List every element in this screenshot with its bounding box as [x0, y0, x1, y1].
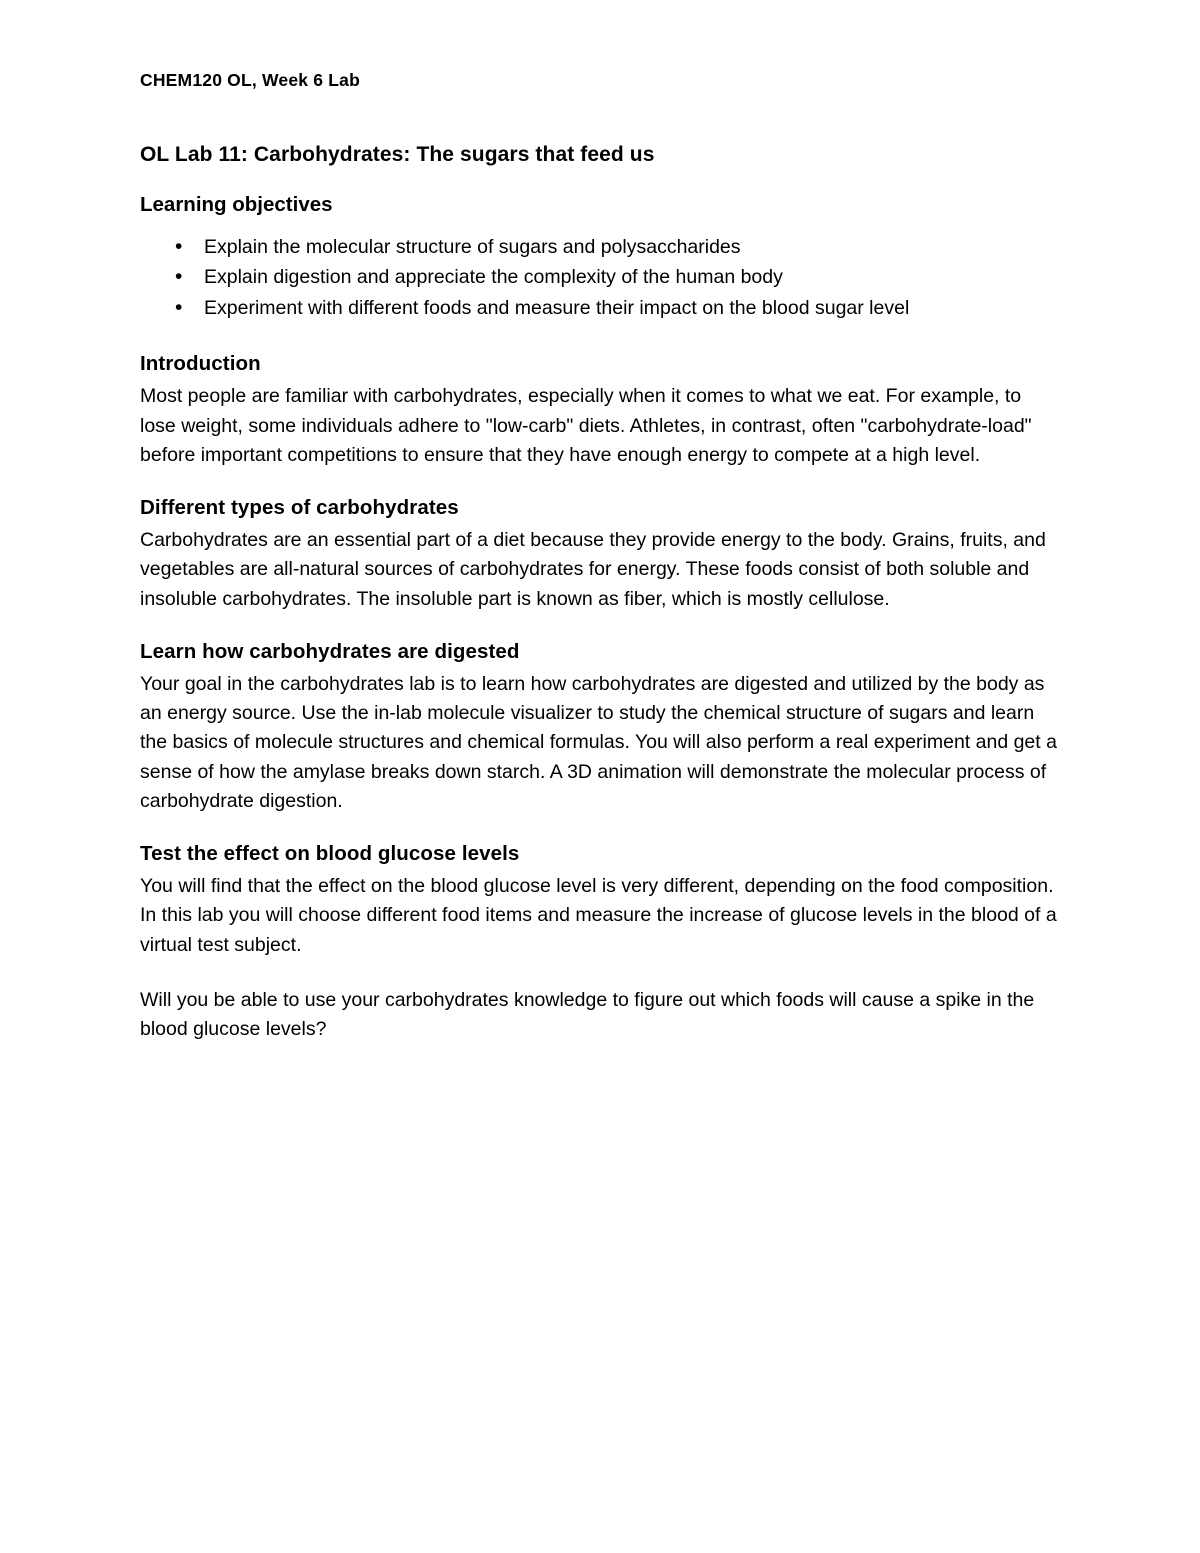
section-test-the-effect-on-blood-glucose-levels	[140, 842, 1070, 960]
section-body: Your goal in the carbohydrates lab is to learn how carbohydrates are digested and utilized by the body as an energy source. Use the in-lab molecule visualizer to study the chemical structure of sugars and learn the basics of molecule structures and chemical formulas. You will also perform a real experiment and get a sense of how the amylase breaks down starch. A 3D animation will demonstrate the molecular process of carbohydrate digestion.	[140, 672, 1057, 812]
section-heading: Test the effect on blood glucose levels	[140, 842, 520, 866]
section-body: You will find that the effect on the blood glucose level is very different, depending on the food composition. In this lab you will choose different food items and measure the increase of glucose levels in the blood of a virtual test subject.	[140, 875, 1057, 956]
section-heading: Different types of carbohydrates	[140, 496, 459, 520]
section-heading: Learn how carbohydrates are digested	[140, 639, 520, 663]
section-body: Most people are familiar with carbohydrates, especially when it comes to what we eat. For example, to lose weight, some individuals adhere to "low-carb" diets. Athletes, in contrast, often "carbohydrate-load" before important competitions to ensure that they have enough energy to compete at a high level.	[140, 385, 1032, 466]
list-item: • Explain digestion and appreciate the complexity of the human body	[202, 263, 1070, 291]
running-head: CHEM120 OL, Week 6 Lab	[140, 70, 360, 90]
list-item: • Experiment with different foods and measure their impact on the blood sugar level	[202, 294, 1070, 322]
learning-objectives-heading: Learning objectives	[140, 193, 333, 216]
section-introduction	[140, 352, 1070, 470]
section-body: Carbohydrates are an essential part of a diet because they provide energy to the body. Grains, fruits, and vegetables are all-natural sources of carbohydrates for energy. These foods consist of both soluble and insoluble carbohydrates. The insoluble part is known as fiber, which is mostly cellulose.	[140, 529, 1046, 610]
list-item: • Explain the molecular structure of sugars and polysaccharides	[202, 233, 1070, 261]
learning-objectives-list	[140, 233, 1070, 322]
page-title: OL Lab 11: Carbohydrates: The sugars that feed us	[140, 143, 655, 166]
closing-paragraph: Will you be able to use your carbohydrates knowledge to figure out which foods will cause a spike in the blood glucose levels?	[140, 988, 1035, 1041]
section-heading: Introduction	[140, 352, 261, 376]
section-different-types-of-carbohydrates	[140, 496, 1070, 614]
section-learn-how-carbohydrates-are-digested	[140, 640, 1070, 816]
